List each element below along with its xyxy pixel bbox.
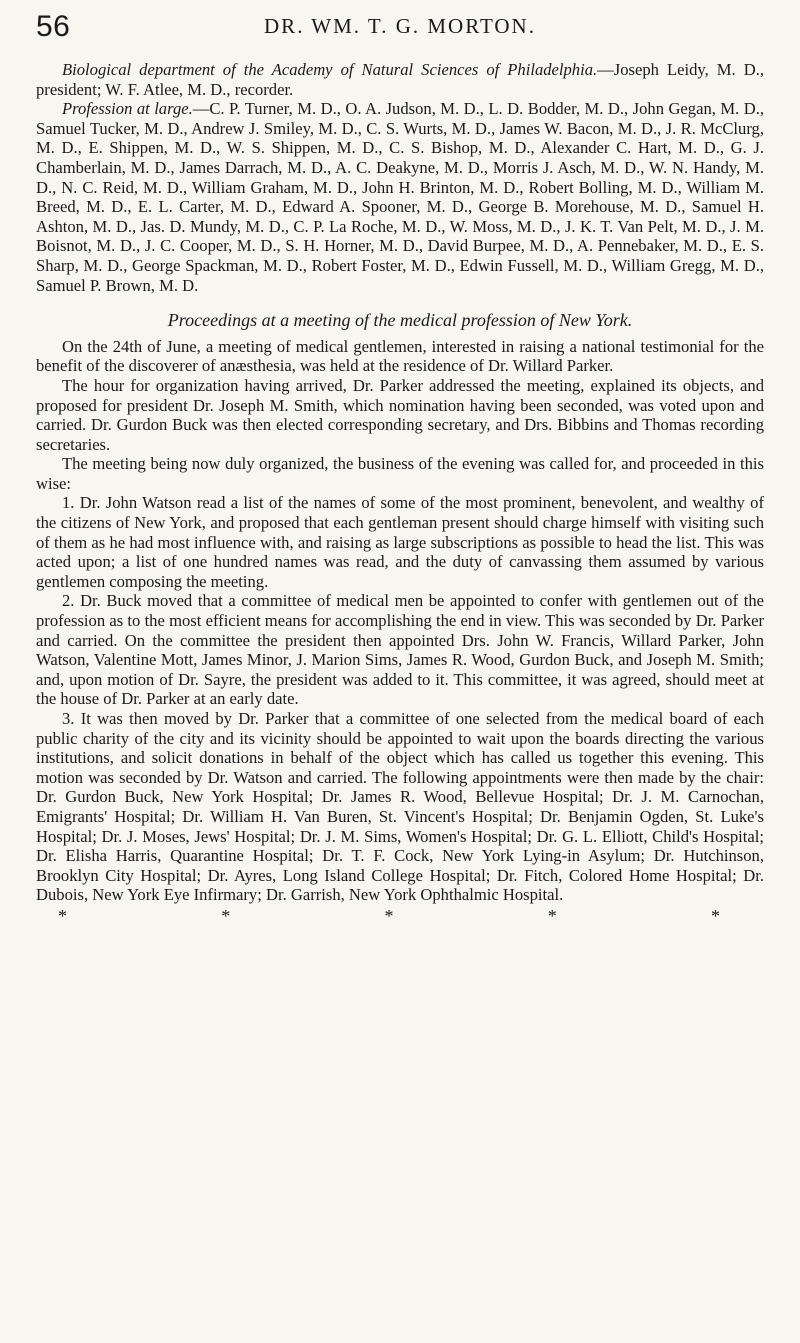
running-head [36, 10, 764, 50]
section-heading: Proceedings at a meeting of the medical profession of New York. [167, 310, 633, 331]
star-mark: * [547, 905, 557, 926]
star-mark: * [58, 905, 67, 926]
paragraph-business: The meeting being now duly organized, the business of the evening was called for, and proceeded in this wise: [36, 454, 764, 493]
biological-department-paragraph [36, 60, 764, 99]
star-mark: * [711, 905, 720, 926]
star-mark: * [384, 905, 394, 926]
star-mark: * [221, 905, 231, 926]
paragraph-meeting-intro: On the 24th of June, a meeting of medical gentlemen, interested in raising a national testimonial for the benefit of the discoverer of anæsthesia, was held at the residence of Dr. Willard Parker. [36, 336, 764, 376]
paragraph-item-2: 2. Dr. Buck moved that a committee of medical men be appointed to confer with gentlemen out of the profession as to the most efficient means for accomplishing the end in view. This was seconded by Dr. Parker and carried. On the committee the president then appointed Drs. John W. Francis, Willard Parker, John Watson, Valentine Mott, James Minor, J. Marion Sims, James R. Wood, Gurdon Buck, and Joseph M. Smith; and, upon motion of Dr. Sayre, the president was added to it. This committee, it was agreed, should meet at the house of Dr. Parker at an early date. [36, 591, 764, 709]
paragraph-organization: The hour for organization having arrived, Dr. Parker addressed the meeting, explained its objects, and proposed for president Dr. Joseph M. Smith, which nomination having been seconded, was voted upon and carried. Dr. Gurdon Buck was then elected corresponding secretary, and Drs. Bibbins and Thomas recording secretaries. [36, 375, 764, 454]
paragraph-item-1: 1. Dr. John Watson read a list of the names of some of the most prominent, benevolent, and wealthy of the citizens of New York, and proposed that each gentleman present should charge himself with visiting such of them as he had most influence with, and raising as large subscriptions as possible to head the list. This was acted upon; a list of one hundred names was read, and the duty of canvassing them assumed by various gentlemen composing the meeting. [36, 493, 764, 591]
biological-department-text: —Joseph Leidy, M. D., president; W. F. Atlee, M. D., recorder. [36, 60, 765, 99]
profession-at-large-text: —C. P. Turner, M. D., O. A. Judson, M. D., L. D. Bodder, M. D., John Gegan, M. D., Samuel Tucker, M. D., Andrew J. Smiley, M. D., C. S. Wurts, M. D., James W. Bacon, M. D., J. R. McClurg, M. D., E. Shippen, M. D., W. S. Shippen, M. D., C. S. Bishop, M. D., Alexander C. Hart, M. D., G. J. Chamberlain, M. D., James Darrach, M. D., A. C. Deakyne, M. D., Morris J. Asch, M. D., W. N. Handy, M. D., N. C. Reid, M. D., William Graham, M. D., John H. Brinton, M. D., Robert Bolling, M. D., William M. Breed, M. D., E. L. Carter, M. D., Edward A. Spooner, M. D., George B. Morehouse, M. D., Samuel H. Ashton, M. D., Jas. D. Mundy, M. D., C. P. La Roche, M. D., W. Moss, M. D., J. K. T. Van Pelt, M. D., J. M. Boisnot, M. D., J. C. Cooper, M. D., S. H. Horner, M. D., David Burpee, M. D., A. Pennebaker, M. D., E. S. Sharp, M. D., George Spackman, M. D., Robert Foster, M. D., Edwin Fussell, M. D., William Gregg, M. D., Samuel P. Brown, M. D. [36, 99, 765, 295]
paragraph-item-3: 3. It was then moved by Dr. Parker that a committee of one selected from the medical board of each public charity of the city and its vicinity should be appointed to wait upon the boards directing the various institutions, and solicit donations in behalf of the object which has called us together this evening. This motion was seconded by Dr. Watson and carried. The following appointments were then made by the chair: Dr. Gurdon Buck, New York Hospital; Dr. James R. Wood, Bellevue Hospital; Dr. J. M. Carnochan, Emigrants' Hospital; Dr. William H. Van Buren, St. Vincent's Hospital; Dr. Benjamin Ogden, St. Luke's Hospital; Dr. J. Moses, Jews' Hospital; Dr. J. M. Sims, Women's Hospital; Dr. G. L. Elliott, Child's Hospital; Dr. Elisha Harris, Quarantine Hospital; Dr. T. F. Cock, New York Lying-in Asylum; Dr. Hutchinson, Brooklyn City Hospital; Dr. Ayres, Long Island College Hospital; Dr. Fitch, Colored Home Hospital; Dr. Dubois, New York Eye Infirmary; Dr. Garrish, New York Ophthalmic Hospital. [36, 709, 764, 905]
running-title: DR. WM. T. G. MORTON. [264, 14, 536, 38]
biological-department-lead: Biological department of the Academy of Natural Sciences of Philadelphia. [62, 60, 598, 79]
profession-at-large-lead: Profession at large. [62, 99, 193, 119]
profession-at-large-paragraph [36, 99, 764, 295]
ellipsis-stars [36, 907, 764, 927]
page-number: 56 [36, 10, 71, 43]
body-text [36, 60, 764, 927]
